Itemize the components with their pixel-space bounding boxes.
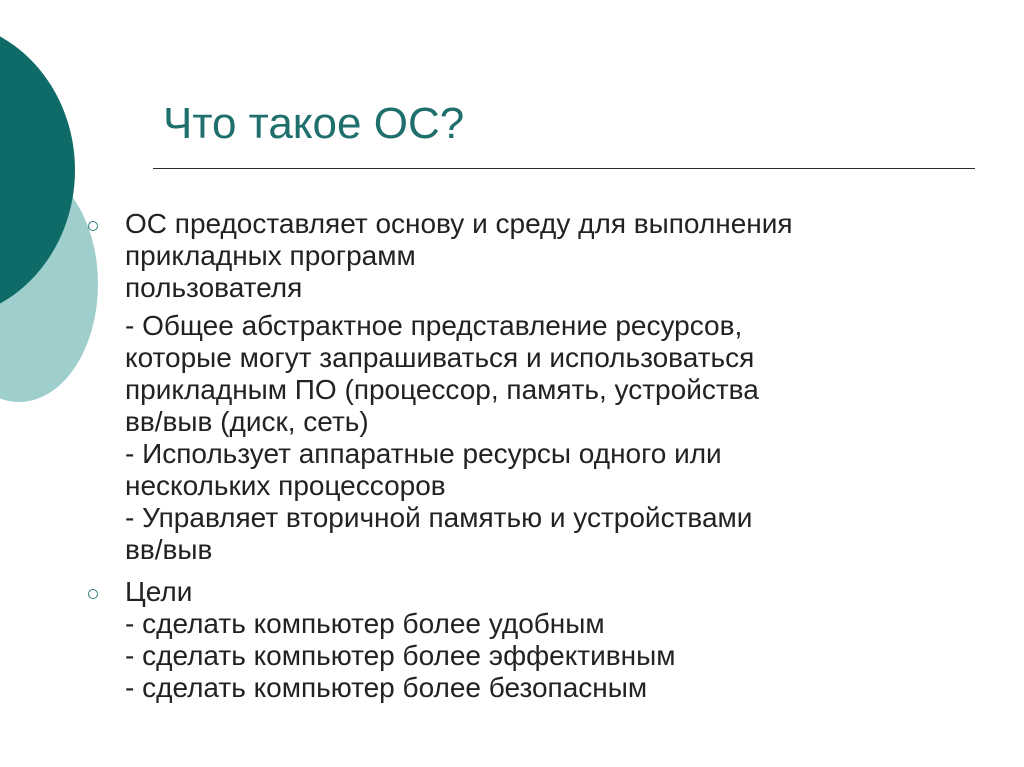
- bullet-line: ОС предоставляет основу и среду для выполнения: [125, 208, 793, 239]
- slide-title: Что такое ОС?: [163, 99, 465, 148]
- bullet-line: - Общее абстрактное представление ресурсов,: [125, 310, 743, 341]
- bullet-line: прикладным ПО (процессор, память, устройства: [125, 374, 759, 405]
- bullet-line: - сделать компьютер более безопасным: [125, 672, 648, 703]
- bullet-line: - сделать компьютер более удобным: [125, 608, 605, 639]
- hollow-circle-bullet-icon: [88, 221, 98, 231]
- bullet-line: которые могут запрашиваться и использоваться: [125, 342, 755, 373]
- bullet-line: вв/выв: [125, 534, 213, 565]
- bullet-line: Цели: [125, 576, 193, 607]
- slide-content: [125, 208, 995, 704]
- bullet-line: - сделать компьютер более эффективным: [125, 640, 676, 671]
- bullet-item-os-definition: [125, 208, 995, 566]
- bullet-line: пользователя: [125, 272, 303, 303]
- title-divider: [153, 168, 975, 169]
- hollow-circle-bullet-icon: [88, 589, 98, 599]
- bullet-line: - Использует аппаратные ресурсы одного или: [125, 438, 722, 469]
- bullet-line: - Управляет вторичной памятью и устройствами: [125, 502, 753, 533]
- bullet-line: нескольких процессоров: [125, 470, 446, 501]
- bullet-line: вв/выв (диск, сеть): [125, 406, 369, 437]
- bullet-line: прикладных программ: [125, 240, 416, 271]
- bullet-item-goals: [125, 576, 995, 704]
